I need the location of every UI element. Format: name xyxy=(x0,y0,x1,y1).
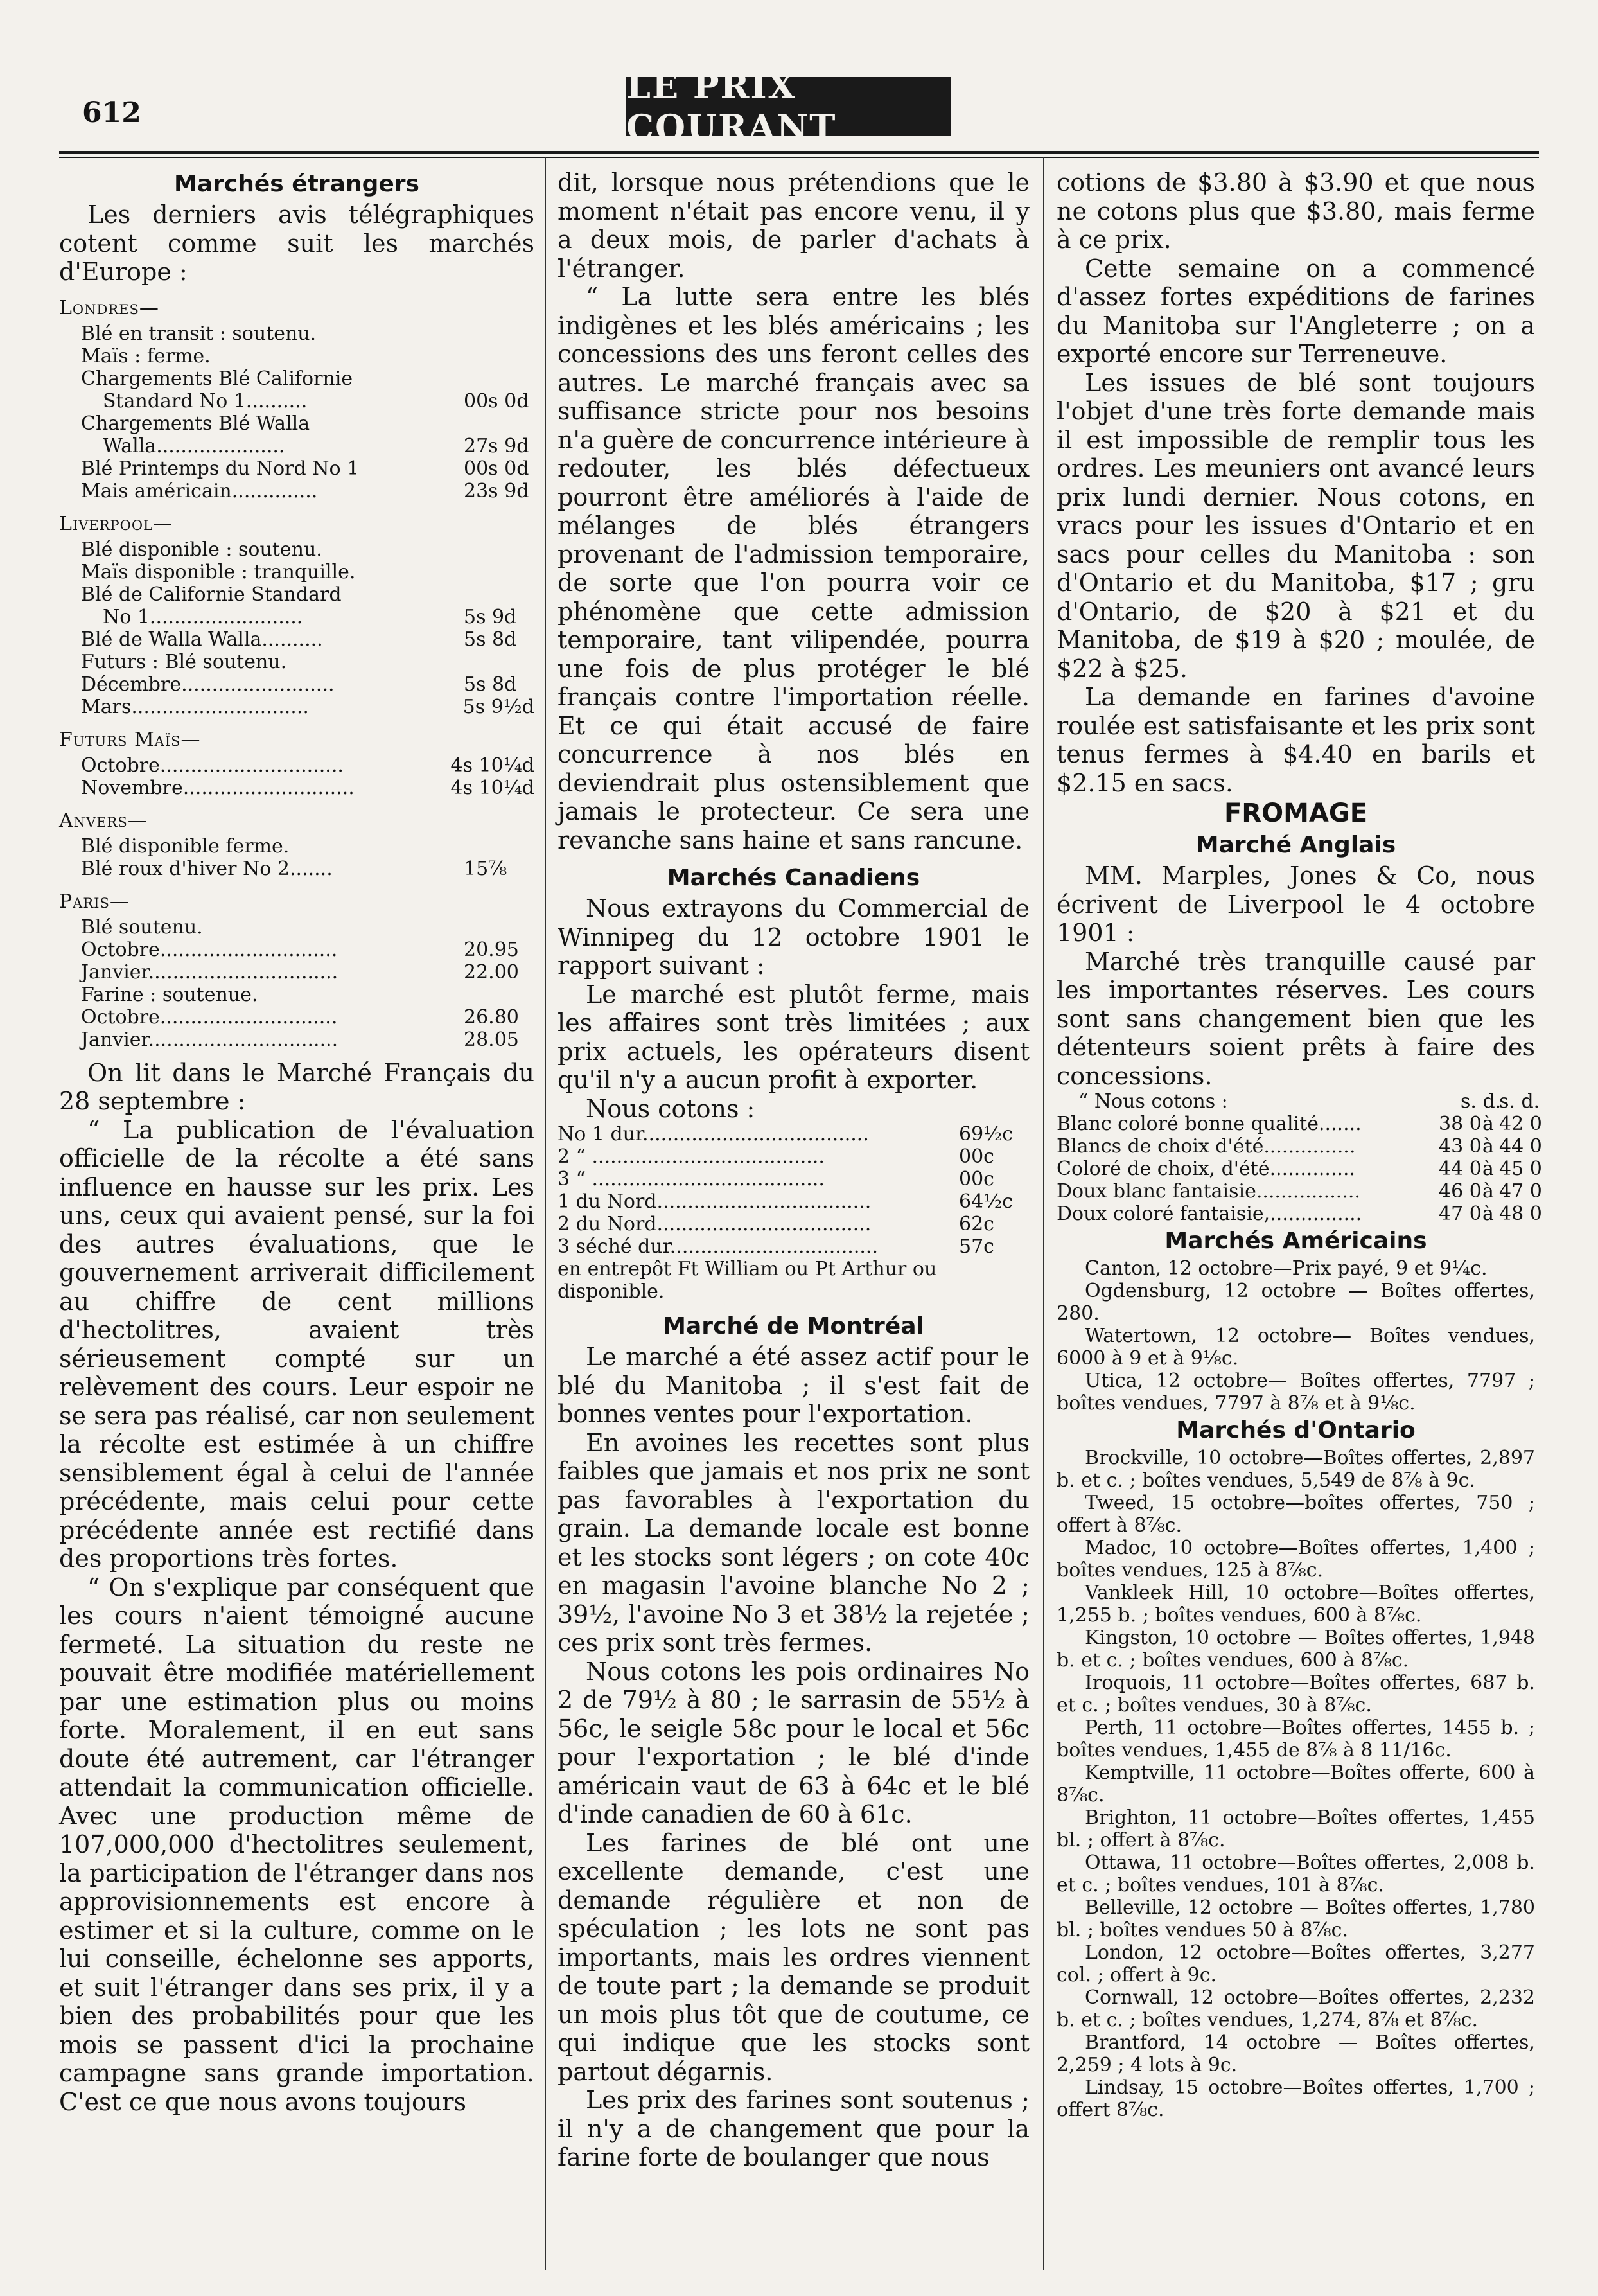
market-entry: Lindsay, 15 octobre—Boîtes offertes, 1,700 ; offert 8⅞c. xyxy=(1057,2076,1535,2121)
paragraph: MM. Marples, Jones & Co, nous écrivent de Liverpool le 4 octobre 1901 : xyxy=(1057,861,1535,947)
item-value xyxy=(460,651,534,673)
cheese-high: 45 0 xyxy=(1499,1158,1542,1180)
market-entry: Vankleek Hill, 10 octobre—Boîtes offertes, 1,255 b. ; boîtes vendues, 600 à 8⅞c. xyxy=(1057,1582,1535,1627)
item-label: Janvier............................... xyxy=(81,960,338,984)
paragraph: Les issues de blé sont toujours l'objet d'une très forte demande mais il est impossible de remplir tous les ordres. Les meuniers ont avancé leurs prix lundi dernier. Nous cotons, en vracs pour les issues d'Ontario et en sacs pour celles du Manitoba : son d'Ontario et du Manitoba, $17 ; gru d'Ontario, de $20 à $21 et du Manitoba, de $19 à $20 ; moulée, de $22 à $25. xyxy=(1057,368,1535,683)
item-value: 28.05 xyxy=(464,1028,519,1051)
cheese-low: 47 0 xyxy=(1439,1203,1482,1225)
item-value: 00c xyxy=(959,1168,994,1190)
item-label: Chargements Blé Walla xyxy=(81,412,310,435)
list-item xyxy=(81,651,534,673)
cheese-high: 47 0 xyxy=(1499,1180,1542,1203)
list-item xyxy=(558,1213,1030,1235)
cheese-high: 44 0 xyxy=(1499,1135,1542,1158)
table-header xyxy=(1057,1090,1540,1113)
header-rule xyxy=(59,151,1539,154)
list-item xyxy=(558,1145,1030,1168)
list-item xyxy=(81,412,534,435)
cheese-to-word: à xyxy=(1482,1180,1494,1203)
item-label: Blé de Californie Standard xyxy=(81,583,342,606)
item-label: 3 séché dur.................................. xyxy=(558,1235,878,1258)
market-entry: Kemptville, 11 octobre—Boîtes offerte, 600 à 8⅞c. xyxy=(1057,1762,1535,1806)
item-label: Janvier............................... xyxy=(81,1028,338,1051)
item-label: Chargements Blé Californie xyxy=(81,367,353,390)
paragraph: En avoines les recettes sont plus faibles que jamais et nos prix ne sont pas favorables à l'exportation du grain. La demande locale est bonne et les stocks sont légers ; on cote 40c en magasin l'avoine blanche No 2 ; 39½, l'avoine No 3 et 38½ la rejetée ; ces prix sont très fermes. xyxy=(558,1428,1030,1657)
market-heading-anvers: Anvers— xyxy=(59,809,148,832)
paragraph: Marché très tranquille causé par les importantes réserves. Les cours sont sans changement bien que les détenteurs soient prêts à faire des concessions. xyxy=(1057,947,1535,1090)
price-list-canadiens xyxy=(558,1123,1030,1258)
list-item xyxy=(81,367,534,390)
cheese-label: Doux blanc fantaisie................. xyxy=(1057,1180,1360,1203)
unit-label: s. d. xyxy=(1499,1090,1540,1113)
section-title-canadiens: Marchés Canadiens xyxy=(667,865,920,891)
list-item xyxy=(81,583,534,606)
market-entry: Ogdensburg, 12 octobre — Boîtes offertes, 280. xyxy=(1057,1280,1535,1325)
item-label: Standard No 1.......... xyxy=(103,389,308,412)
list-item xyxy=(81,538,534,561)
item-value: 22.00 xyxy=(464,960,519,984)
item-value: 00s 0d xyxy=(464,457,529,480)
cheese-high: 48 0 xyxy=(1499,1203,1542,1225)
list-item xyxy=(558,1123,1030,1145)
paragraph: “ La lutte sera entre les blés indigènes et les blés américains ; les concessions des uns feront celles des autres. Le marché français avec sa suffisance stricte pour nos besoins n'a guère de concurrence intérieure à redouter, les blés défectueux pourront être améliorés à l'aide de mélanges de blés étrangers provenant de l'admission temporaire, de sorte que l'on pourra voir ce phénomène que cette admission temporaire, tant vilipendée, pourra une fois de plus protéger le blé français contre l'importation réelle. Et ce qui était accusé de faire concurrence à nos blés en deviendrait plus ostensiblement que jamais le protecteur. Ce sera une revanche sans haine et sans rancune. xyxy=(558,283,1030,854)
item-label: Walla..................... xyxy=(103,434,285,457)
cheese-to-word: à xyxy=(1482,1203,1494,1225)
list-item xyxy=(81,916,534,939)
market-entry: London, 12 octobre—Boîtes offertes, 3,277 col. ; offert à 9c. xyxy=(1057,1941,1535,1986)
item-label: Mars............................. xyxy=(81,695,309,718)
paragraph: Le marché a été assez actif pour le blé du Manitoba ; il s'est fait de bonnes ventes pour l'exportation. xyxy=(558,1343,1030,1428)
header-rule-thin xyxy=(59,157,1539,158)
market-list-londres xyxy=(59,322,534,502)
list-item xyxy=(81,984,534,1006)
market-entry: Utica, 12 octobre— Boîtes offertes, 7797 ; boîtes vendues, 7797 à 8⅞ et à 9⅛c. xyxy=(1057,1370,1535,1415)
list-item xyxy=(81,345,534,367)
paragraph: Les farines de blé ont une excellente demande, c'est une demande régulière et non de spéculation ; les lots ne sont pas importants, mais les ordres viennent de toute part ; la demande se produit un mois plus tôt que de coutume, ce qui indique que les stocks sont partout dégarnis. xyxy=(558,1828,1030,2086)
item-label: Décembre......................... xyxy=(81,673,335,696)
item-value xyxy=(460,367,534,390)
cotons-label: “ Nous cotons : xyxy=(1078,1090,1228,1113)
item-value xyxy=(460,322,534,345)
paragraph: “ On s'explique par conséquent que les cours n'aient témoigné aucune fermeté. La situation du reste ne pouvait être modifiée matériellement par une estimation plus ou moins forte. Moralement, il en eut sans doute été autrement, car l'étranger attendait la communication officielle. Avec une production même de 107,000,000 d'hectolitres seulement, la participation de l'étranger dans nos approvisionnements est encore à estimer et si la culture, comme on le lui conseille, échelonne ses apports, et suit l'étranger dans ses prix, il y a bien des probabilités pour que les mois se passent d'ici la prochaine campagne sans grande importation. C'est ce que nous avons toujours xyxy=(59,1573,534,2116)
table-row xyxy=(1057,1135,1542,1158)
item-value: 62c xyxy=(959,1213,994,1235)
item-label: Mais américain.............. xyxy=(81,479,318,502)
ontario-markets-list xyxy=(1057,1447,1535,2121)
table-row xyxy=(1057,1180,1542,1203)
list-item xyxy=(81,435,534,457)
item-label: No 1......................... xyxy=(103,605,303,628)
item-label: No 1 dur..................................... xyxy=(558,1123,869,1145)
item-value xyxy=(460,412,534,435)
list-item xyxy=(558,1190,1030,1213)
cheese-to-word: à xyxy=(1482,1113,1494,1135)
item-value xyxy=(460,561,534,583)
list-item xyxy=(81,390,534,412)
item-value: 64½c xyxy=(959,1190,1014,1213)
cheese-low: 44 0 xyxy=(1439,1158,1482,1180)
paragraph: Les derniers avis télégraphiques cotent comme suit les marchés d'Europe : xyxy=(59,200,534,286)
item-label: 2 du Nord................................... xyxy=(558,1213,872,1235)
paragraph: On lit dans le Marché Français du 28 septembre : xyxy=(59,1058,534,1115)
item-value: 15⅞ xyxy=(464,857,507,880)
paragraph: cotions de $3.80 à $3.90 et que nous ne cotons plus que $3.80, mais ferme à ce prix. xyxy=(1057,168,1535,254)
masthead-logo: LE PRIX COURANT xyxy=(626,77,951,136)
list-item xyxy=(81,606,534,628)
market-entry: Belleville, 12 octobre — Boîtes offertes, 1,780 bl. ; boîtes vendues 50 à 8⅞c. xyxy=(1057,1896,1535,1941)
list-item xyxy=(81,561,534,583)
item-label: Farine : soutenue. xyxy=(81,983,258,1006)
item-value xyxy=(460,835,534,858)
list-item xyxy=(81,696,534,718)
paragraph: Cette semaine on a commencé d'assez fortes expéditions de farines du Manitoba sur l'Angleterre ; on a exporté encore sur Terreneuve. xyxy=(1057,254,1535,368)
list-item xyxy=(558,1235,1030,1258)
item-value: 4s 10¼d xyxy=(450,776,534,799)
item-value xyxy=(460,583,534,606)
item-label: 1 du Nord................................... xyxy=(558,1190,872,1213)
cheese-label: Blancs de choix d'été............... xyxy=(1057,1135,1356,1158)
table-row xyxy=(1057,1113,1542,1135)
column-divider xyxy=(1043,157,1044,2270)
item-label: Novembre............................ xyxy=(81,776,355,799)
paragraph: dit, lorsque nous prétendions que le moment n'était pas encore venu, il y a deux mois, de parler d'achats à l'étranger. xyxy=(558,168,1030,283)
item-label: Futurs : Blé soutenu. xyxy=(81,650,287,673)
cheese-low: 43 0 xyxy=(1439,1135,1482,1158)
item-value: 00c xyxy=(959,1145,994,1168)
market-heading-londres: Londres— xyxy=(59,296,159,319)
market-entry: Madoc, 10 octobre—Boîtes offertes, 1,400 ; boîtes vendues, 125 à 8⅞c. xyxy=(1057,1537,1535,1582)
paragraph: Les prix des farines sont soutenus ; il n'y a de changement que pour la farine forte de boulanger que nous xyxy=(558,2086,1030,2171)
market-list-anvers xyxy=(59,835,534,880)
item-value: 5s 8d xyxy=(464,673,517,696)
market-heading-liverpool: Liverpool— xyxy=(59,512,173,535)
item-value: 23s 9d xyxy=(464,479,529,502)
cheese-label: Blanc coloré bonne qualité....... xyxy=(1057,1113,1362,1135)
list-item xyxy=(81,777,534,799)
section-title-ontario: Marchés d'Ontario xyxy=(1176,1417,1416,1444)
cheese-low: 38 0 xyxy=(1439,1113,1482,1135)
cheese-to-word: à xyxy=(1482,1135,1494,1158)
market-entry: Cornwall, 12 octobre—Boîtes offertes, 2,232 b. et c. ; boîtes vendues, 1,274, 8⅞ et 8⅞c. xyxy=(1057,1986,1535,2031)
list-item xyxy=(81,961,534,984)
item-label: Octobre............................. xyxy=(81,938,338,961)
item-value: 5s 9d xyxy=(464,605,517,628)
item-value xyxy=(460,916,534,939)
item-label: Blé disponible : soutenu. xyxy=(81,538,322,561)
paragraph: La demande en farines d'avoine roulée est satisfaisante et les prix sont tenus fermes à $4.40 en barils et $2.15 en sacs. xyxy=(1057,683,1535,797)
market-entry: Watertown, 12 octobre— Boîtes vendues, 6000 à 9 et à 9⅛c. xyxy=(1057,1325,1535,1370)
item-label: Octobre.............................. xyxy=(81,754,344,777)
paragraph: “ La publication de l'évaluation officielle de la récolte a été sans influence en hausse sur les prix. Les uns, ceux qui avaient pensé, sur la foi des autres évaluations, que le gouvernement arriverait difficilement au chiffre de cent millions d'hectolitres, avaient très sérieusement compté sur un relèvement des cours. Leur espoir ne se sera pas réalisé, car non seulement la récolte est estimée à un chiffre sensiblement égal à celui de l'année précédente, mais celui pour cette précédente année est rectifié dans des proportions très fortes. xyxy=(59,1115,534,1573)
list-item xyxy=(81,754,534,777)
item-value xyxy=(460,538,534,561)
section-title-fromage: FROMAGE xyxy=(1224,799,1368,828)
market-heading-futurs-mais: Futurs Maïs— xyxy=(59,728,201,751)
list-item xyxy=(81,858,534,880)
market-list-futurs-mais xyxy=(59,754,534,799)
item-label: Maïs disponible : tranquille. xyxy=(81,560,356,583)
list-item xyxy=(81,628,534,651)
cheese-low: 46 0 xyxy=(1439,1180,1482,1203)
market-entry: Brighton, 11 octobre—Boîtes offertes, 1,455 bl. ; offert à 8⅞c. xyxy=(1057,1806,1535,1851)
cheese-label: Doux coloré fantaisie,............... xyxy=(1057,1203,1362,1225)
item-label: Blé Printemps du Nord No 1 xyxy=(81,457,360,480)
list-item xyxy=(81,457,534,480)
market-entry: Brockville, 10 octobre—Boîtes offertes, 2,897 b. et c. ; boîtes vendues, 5,549 de 8⅞ à 9c. xyxy=(1057,1447,1535,1492)
cheese-to-word: à xyxy=(1482,1158,1494,1180)
item-value: 26.80 xyxy=(464,1005,519,1029)
market-entry: Perth, 11 octobre—Boîtes offertes, 1455 b. ; boîtes vendues, 1,455 de 8⅞ à 8 11/16c. xyxy=(1057,1717,1535,1762)
item-value: 5s 9½d xyxy=(462,695,534,718)
table-row xyxy=(1057,1203,1542,1225)
cheese-label: Coloré de choix, d'été.............. xyxy=(1057,1158,1356,1180)
list-item xyxy=(558,1168,1030,1190)
item-label: Blé disponible ferme. xyxy=(81,835,290,858)
unit-label: s. d. xyxy=(1461,1090,1502,1113)
column-3 xyxy=(1057,168,1542,2121)
item-value: 20.95 xyxy=(464,938,519,961)
item-value: 27s 9d xyxy=(464,434,529,457)
column-2 xyxy=(558,168,1030,2172)
item-label: Maïs : ferme. xyxy=(81,344,211,367)
market-entry: Iroquois, 11 octobre—Boîtes offertes, 687 b. et c. ; boîtes vendues, 30 à 8⅞c. xyxy=(1057,1672,1535,1717)
market-entry: Kingston, 10 octobre — Boîtes offertes, 1,948 b. et c. ; boîtes vendues, 600 à 8⅞c. xyxy=(1057,1627,1535,1672)
item-label: 2 “ ...................................... xyxy=(558,1145,825,1168)
section-title-etrangers: Marchés étrangers xyxy=(174,171,419,197)
cheese-price-table xyxy=(1057,1090,1542,1225)
item-value: 00s 0d xyxy=(464,389,529,412)
cheese-high: 42 0 xyxy=(1499,1113,1542,1135)
market-entry: Ottawa, 11 octobre—Boîtes offertes, 2,008 b. et c. ; boîtes vendues, 101 à 8⅞c. xyxy=(1057,1851,1535,1896)
paragraph: Nous cotons les pois ordinaires No 2 de 79½ à 80 ; le sarrasin de 55½ à 56c, le seigle 58c pour le local et 56c pour l'exportation ; le blé d'inde américain vaut de 63 à 64c et le blé d'inde canadien de 60 à 61c. xyxy=(558,1657,1030,1828)
list-item xyxy=(81,1029,534,1051)
item-value: 69½c xyxy=(959,1123,1014,1145)
item-label: Blé soutenu. xyxy=(81,915,203,939)
item-label: Octobre............................. xyxy=(81,1005,338,1029)
item-value xyxy=(460,345,534,367)
market-list-paris xyxy=(59,916,534,1051)
section-title-montreal: Marché de Montréal xyxy=(663,1313,924,1339)
paragraph: Le marché est plutôt ferme, mais les affaires sont très limitées ; aux prix actuels, les opérateurs disent qu'il n'y a aucun profit à exporter. xyxy=(558,980,1030,1094)
market-entry: Canton, 12 octobre—Prix payé, 9 et 9¼c. xyxy=(1085,1257,1488,1280)
column-1 xyxy=(59,168,534,2116)
paragraph: Nous extrayons du Commercial de Winnipeg du 12 octobre 1901 le rapport suivant : xyxy=(558,894,1030,980)
item-label: 3 “ ...................................... xyxy=(558,1168,825,1190)
page-number: 612 xyxy=(82,96,141,129)
column-divider xyxy=(545,157,546,2270)
market-list-liverpool xyxy=(59,538,534,718)
section-title-americains: Marchés Américains xyxy=(1164,1228,1427,1254)
item-label: Blé en transit : soutenu. xyxy=(81,322,317,345)
item-value: 4s 10¼d xyxy=(450,754,534,777)
list-item xyxy=(81,1006,534,1029)
price-note: en entrepôt Ft William ou Pt Arthur ou disponible. xyxy=(558,1258,937,1303)
item-value: 5s 8d xyxy=(464,628,517,651)
market-entry: Brantford, 14 octobre — Boîtes offertes, 2,259 ; 4 lots à 9c. xyxy=(1057,2031,1535,2076)
item-label: Blé de Walla Walla.......... xyxy=(81,628,323,651)
item-value: 57c xyxy=(959,1235,994,1258)
list-item xyxy=(81,322,534,345)
list-item xyxy=(81,673,534,696)
section-title-anglais: Marché Anglais xyxy=(1195,832,1396,858)
list-item xyxy=(81,480,534,502)
item-value xyxy=(460,984,534,1006)
list-item xyxy=(81,939,534,961)
american-markets-list xyxy=(1057,1257,1535,1415)
market-entry: Tweed, 15 octobre—boîtes offertes, 750 ; offert à 8⅞c. xyxy=(1057,1492,1535,1537)
item-label: Blé roux d'hiver No 2....... xyxy=(81,857,333,880)
paragraph: Nous cotons : xyxy=(586,1094,755,1123)
table-row xyxy=(1057,1158,1542,1180)
list-item xyxy=(81,835,534,858)
market-heading-paris: Paris— xyxy=(59,890,130,913)
